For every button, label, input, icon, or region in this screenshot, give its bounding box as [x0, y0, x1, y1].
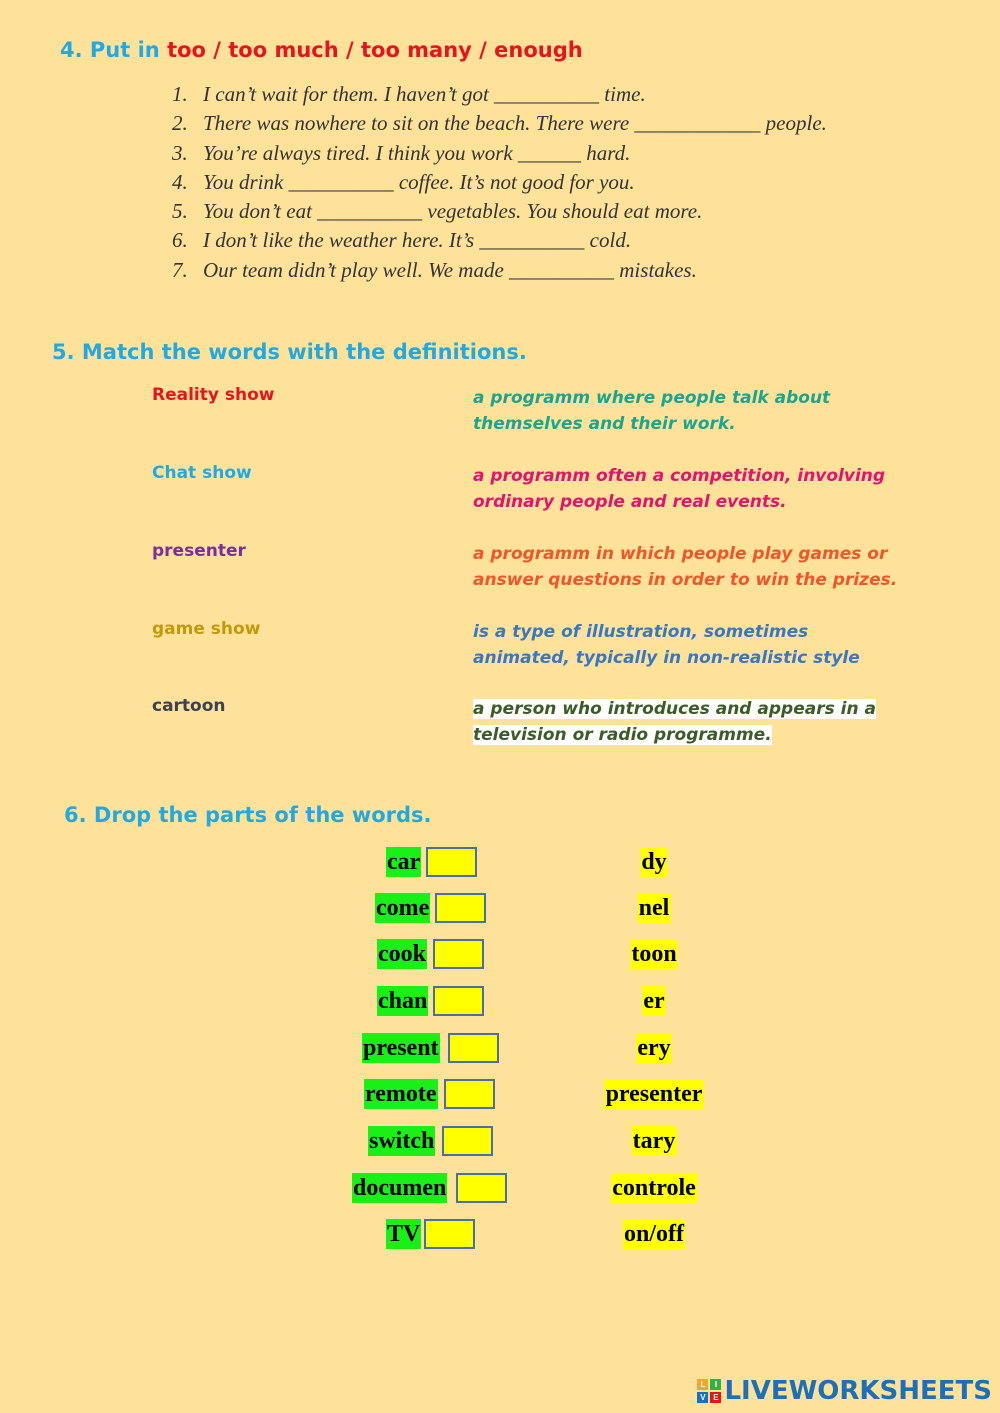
- sentence-number: 4.: [172, 169, 188, 194]
- word-part-left: TV: [387, 1221, 421, 1247]
- word-part-right[interactable]: ery: [637, 1035, 671, 1061]
- section-4-title-prefix: 4. Put in: [60, 38, 168, 62]
- logo-tile: L: [697, 1379, 708, 1390]
- sentence-text: You don’t eat __________ vegetables. You should eat more.: [203, 199, 703, 224]
- sentence-text: You drink __________ coffee. It’s not good for you.: [203, 169, 635, 194]
- definition-line: animated, typically in non-realistic style: [473, 648, 860, 668]
- word-part-right[interactable]: controle: [612, 1175, 696, 1201]
- brand-name: LIVEWORKSHEETS: [724, 1376, 992, 1406]
- word-part-right[interactable]: toon: [631, 941, 677, 967]
- word-part-left: cook: [378, 941, 426, 967]
- drop-box[interactable]: [435, 893, 486, 923]
- sentence-number: 1.: [172, 82, 188, 106]
- definition-line: themselves and their work.: [473, 414, 736, 434]
- sentence-number: 5.: [172, 199, 188, 224]
- logo-tile: V: [697, 1392, 708, 1403]
- word-part-right[interactable]: dy: [641, 849, 667, 875]
- section-4-title: [60, 38, 583, 62]
- section-5-title: 5. Match the words with the definitions.: [52, 340, 527, 364]
- match-word[interactable]: cartoon: [152, 696, 226, 716]
- sentence-item: [172, 168, 827, 197]
- word-part-right[interactable]: nel: [638, 895, 670, 921]
- word-part-left: present: [363, 1035, 439, 1061]
- sentence-number: 2.: [172, 111, 188, 136]
- match-definition[interactable]: [473, 696, 933, 748]
- word-part-left: chan: [378, 988, 428, 1014]
- sentence-number: 7.: [172, 257, 188, 282]
- word-part-right[interactable]: presenter: [605, 1081, 703, 1107]
- sentence-text: There was nowhere to sit on the beach. There were ____________ people.: [203, 111, 827, 136]
- drop-box[interactable]: [424, 1219, 475, 1249]
- definition-line: television or radio programme.: [473, 725, 772, 745]
- word-part-right[interactable]: tary: [632, 1128, 676, 1154]
- definition-line: is a type of illustration, sometimes: [473, 622, 809, 642]
- sentence-item: [172, 139, 827, 168]
- sentence-item: [172, 226, 827, 255]
- drop-box[interactable]: [442, 1126, 493, 1156]
- word-part-left: remote: [365, 1081, 437, 1107]
- definition-line: ordinary people and real events.: [473, 492, 787, 512]
- sentence-text: I don’t like the weather here. It’s __________ cold.: [203, 228, 632, 253]
- logo-tile: I: [710, 1379, 721, 1390]
- sentence-item: [172, 80, 827, 109]
- word-part-right[interactable]: er: [643, 988, 665, 1014]
- section-4-title-options: too / too much / too many / enough: [167, 38, 583, 62]
- drop-box[interactable]: [433, 986, 484, 1016]
- definition-line: a programm where people talk about: [473, 388, 831, 408]
- word-part-left: documen: [353, 1175, 447, 1201]
- definition-line: answer questions in order to win the prizes.: [473, 570, 898, 590]
- sentence-text: Our team didn’t play well. We made __________ mistakes.: [203, 257, 697, 282]
- sentence-item: [172, 256, 827, 285]
- word-part-left: car: [387, 849, 421, 875]
- logo-tile: E: [710, 1392, 721, 1403]
- word-part-left: switch: [369, 1128, 435, 1154]
- sentence-number: 3.: [172, 140, 188, 165]
- match-definition[interactable]: [473, 463, 933, 515]
- definition-line: a person who introduces and appears in a: [473, 699, 876, 719]
- sentence-item: [172, 109, 827, 138]
- match-word[interactable]: Chat show: [152, 463, 252, 483]
- match-definition[interactable]: [473, 619, 933, 671]
- section-6-title: 6. Drop the parts of the words.: [64, 803, 432, 827]
- sentence-number: 6.: [172, 228, 188, 253]
- drop-box[interactable]: [444, 1079, 495, 1109]
- match-word[interactable]: presenter: [152, 541, 246, 561]
- match-definition[interactable]: [473, 541, 933, 593]
- sentence-item: [172, 197, 827, 226]
- sentence-text: You’re always tired. I think you work ______ hard.: [203, 140, 631, 165]
- match-definition[interactable]: [473, 385, 933, 437]
- match-word[interactable]: game show: [152, 619, 261, 639]
- sentence-list: [172, 80, 827, 285]
- definition-line: a programm often a competition, involving: [473, 466, 886, 486]
- word-part-left: come: [376, 895, 430, 921]
- word-part-right[interactable]: on/off: [624, 1221, 684, 1247]
- sentence-text: I can’t wait for them. I haven’t got __________ time.: [203, 82, 646, 106]
- drop-box[interactable]: [456, 1173, 507, 1203]
- drop-box[interactable]: [448, 1033, 499, 1063]
- drop-box[interactable]: [426, 847, 477, 877]
- definition-line: a programm in which people play games or: [473, 544, 888, 564]
- brand: [697, 1376, 992, 1406]
- liveworksheets-logo-icon: [697, 1379, 721, 1403]
- match-word[interactable]: Reality show: [152, 385, 275, 405]
- drop-box[interactable]: [433, 939, 484, 969]
